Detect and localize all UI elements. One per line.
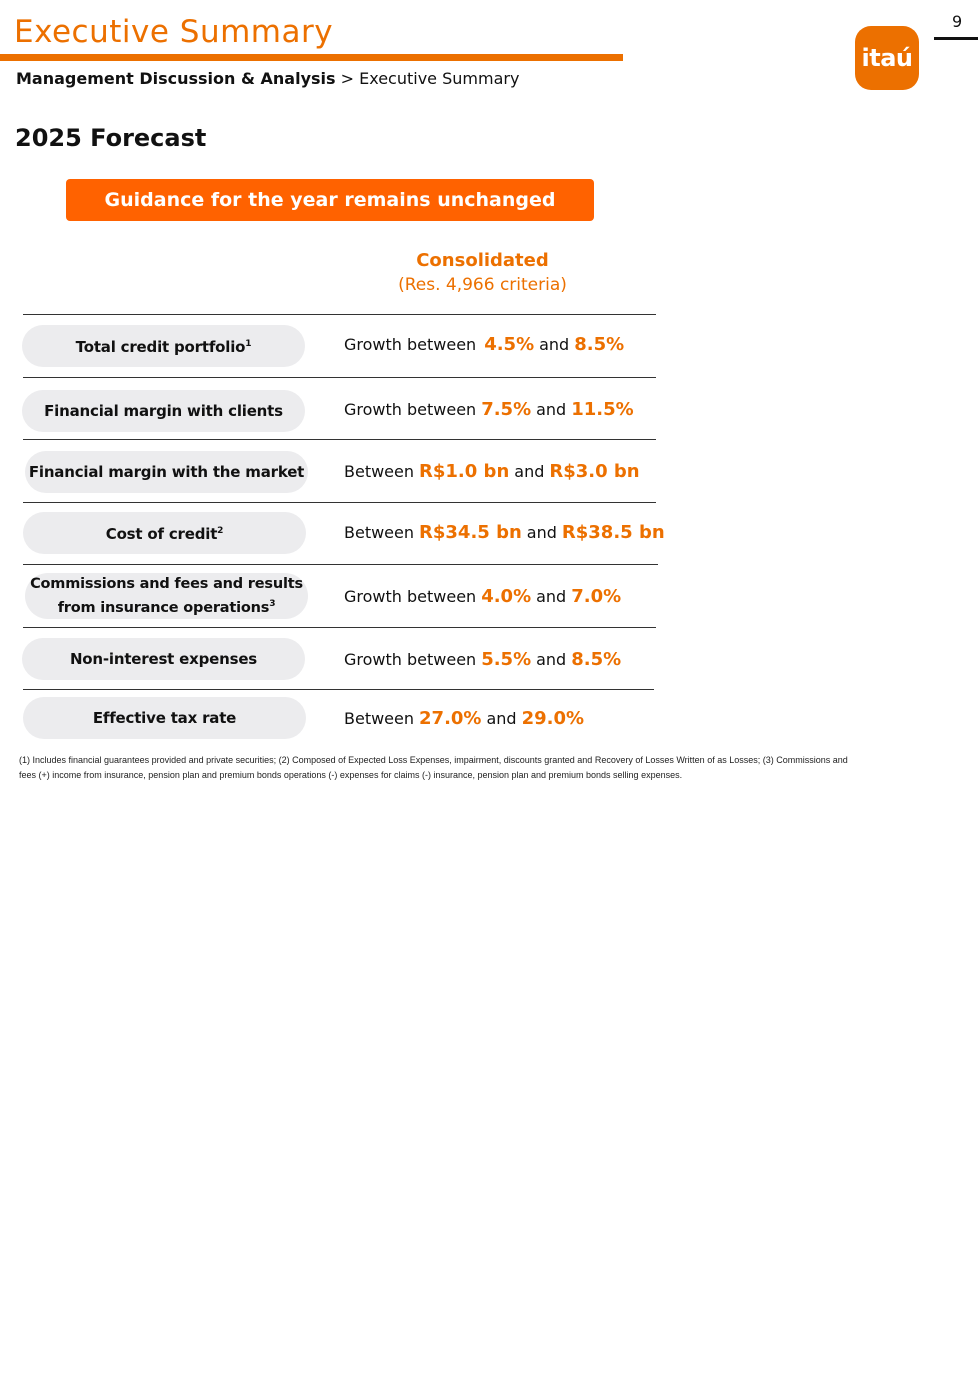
row-value-financial-margin-market — [344, 461, 640, 482]
value-and: and — [526, 523, 557, 542]
row-label-text: Total credit portfolio — [75, 338, 246, 356]
row-value-effective-tax-rate — [344, 708, 584, 729]
row-label-text-line2: from insurance operations — [57, 599, 270, 616]
row-label-text: Effective tax rate — [92, 708, 237, 727]
footnote-ref: 2 — [217, 526, 224, 536]
row-label-cost-of-credit — [23, 512, 306, 554]
row-value-total-credit-portfolio — [344, 334, 624, 355]
logo-text: itaú — [861, 44, 913, 72]
row-value-financial-margin-clients — [344, 399, 634, 420]
row-label-text: Financial margin with clients — [44, 401, 283, 420]
row-divider — [23, 502, 656, 503]
title-underline — [0, 54, 623, 61]
value-high: 29.0% — [521, 708, 585, 729]
value-and: and — [536, 587, 567, 606]
value-prefix: Growth between — [344, 400, 477, 419]
row-label-text: Non-interest expenses — [69, 649, 258, 668]
page-number: 9 — [952, 12, 963, 31]
value-and: and — [536, 400, 567, 419]
row-divider — [23, 689, 654, 690]
section-title: 2025 Forecast — [15, 124, 207, 152]
page-title: Executive Summary — [14, 14, 334, 50]
value-low: R$34.5 bn — [419, 522, 522, 543]
value-high: R$3.0 bn — [549, 461, 640, 482]
breadcrumb-current: Executive Summary — [359, 69, 520, 88]
value-prefix: Growth between — [344, 650, 477, 669]
row-value-non-interest-expenses — [344, 649, 621, 670]
row-label-text: Financial margin with the market — [28, 462, 305, 481]
value-high: 7.0% — [571, 586, 622, 607]
column-header-title: Consolidated — [416, 250, 549, 271]
breadcrumb-parent[interactable]: Management Discussion & Analysis — [16, 69, 336, 88]
footnote: (1) Includes financial guarantees provided and private securities; (2) Composed of Expected Loss Expenses, impairment, discounts granted and Recovery of Losses Written of as Losses; (3) Commissions and fees (+) income from insurance, pension plan and premium bonds operations (-) expenses for claims (-) insurance, pension plan and premium bonds selling expenses. — [19, 755, 848, 780]
row-label-text-line1: Commissions and fees and results — [30, 576, 303, 593]
column-header — [340, 250, 625, 298]
value-low: 4.5% — [484, 334, 535, 355]
value-prefix: Between — [344, 523, 415, 542]
guidance-banner: Guidance for the year remains unchanged — [66, 179, 594, 221]
value-prefix: Between — [344, 462, 415, 481]
value-and: and — [539, 335, 570, 354]
value-low: R$1.0 bn — [419, 461, 510, 482]
footnote-ref: 1 — [245, 339, 252, 349]
breadcrumb — [16, 69, 519, 88]
value-high: 8.5% — [574, 334, 625, 355]
value-high: 8.5% — [571, 649, 622, 670]
value-high: 11.5% — [571, 399, 634, 420]
row-label-financial-margin-market — [25, 451, 308, 493]
row-value-cost-of-credit — [344, 522, 665, 543]
value-and: and — [486, 709, 517, 728]
value-prefix: Growth between — [344, 335, 477, 354]
value-low: 5.5% — [481, 649, 532, 670]
row-label-commissions-fees-insurance — [25, 573, 308, 619]
row-label-non-interest-expenses — [22, 638, 305, 680]
row-label-financial-margin-clients — [22, 390, 305, 432]
row-value-commissions-fees-insurance — [344, 586, 621, 607]
row-label-text: Cost of credit — [105, 525, 218, 543]
row-label-total-credit-portfolio — [22, 325, 305, 367]
value-and: and — [514, 462, 545, 481]
row-divider — [23, 439, 656, 440]
value-low: 4.0% — [481, 586, 532, 607]
value-high: R$38.5 bn — [561, 522, 665, 543]
footnote-ref: 3 — [269, 599, 276, 610]
value-low: 7.5% — [481, 399, 532, 420]
value-low: 27.0% — [419, 708, 482, 729]
row-divider — [23, 377, 656, 378]
value-prefix: Growth between — [344, 587, 477, 606]
row-label-effective-tax-rate — [23, 697, 306, 739]
row-divider — [23, 314, 656, 315]
breadcrumb-separator: > — [340, 69, 355, 88]
value-prefix: Between — [344, 709, 415, 728]
itau-logo-icon — [855, 26, 919, 90]
column-header-subtitle: (Res. 4,966 criteria) — [398, 275, 567, 295]
value-and: and — [536, 650, 567, 669]
row-divider — [23, 564, 658, 565]
row-divider — [23, 627, 656, 628]
page-number-rule — [934, 37, 978, 40]
